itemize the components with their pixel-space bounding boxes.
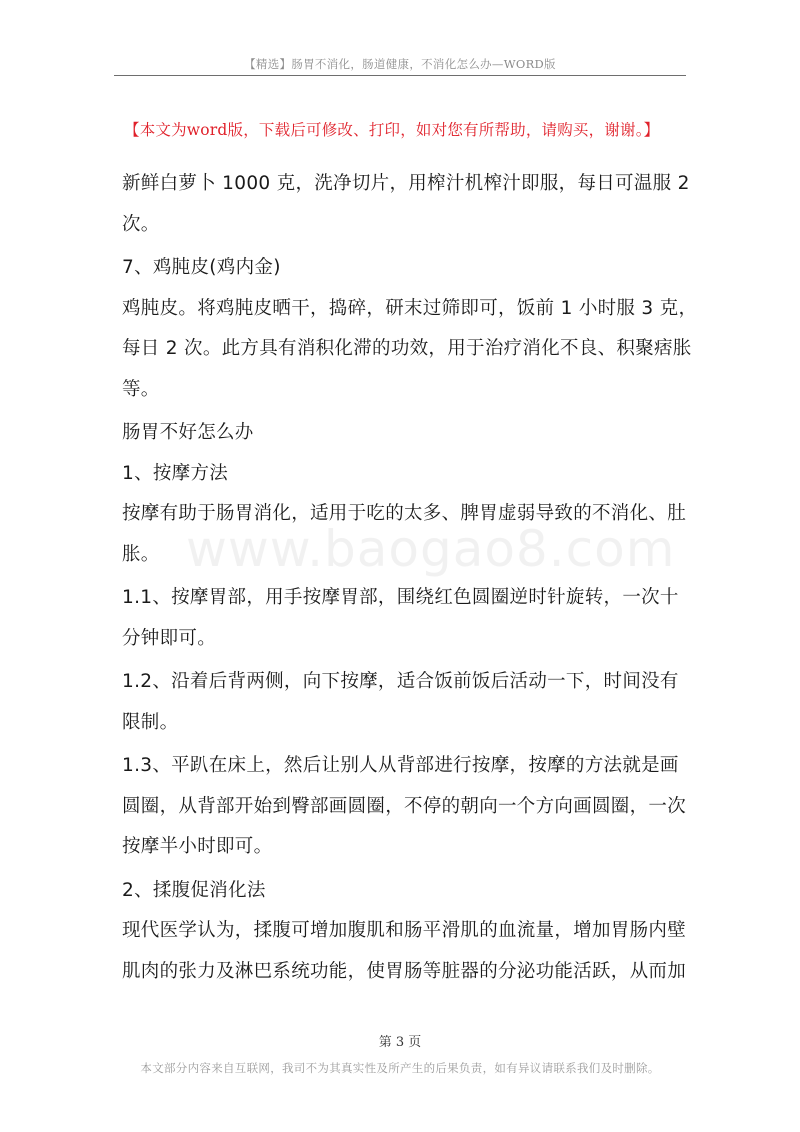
body-line: 鸡肫皮。将鸡肫皮晒干，捣碎，研末过筛即可，饭前 1 小时服 3 克， — [122, 297, 698, 319]
body-line: 新鲜白萝卜 1000 克，洗净切片，用榨汁机榨汁即服，每日可温服 2 — [122, 173, 690, 194]
document-body — [122, 164, 698, 992]
watermark: www.baogao8.com — [186, 520, 676, 578]
body-line: 分钟即可。 — [122, 627, 217, 649]
header-divider — [114, 75, 686, 76]
body-line: 1.2、沿着后背两侧，向下按摩，适合饭前饭后活动一下，时间没有 — [122, 671, 679, 692]
body-line: 等。 — [122, 378, 160, 400]
page-number: 第 3 页 — [378, 1035, 422, 1050]
section-heading: 肠胃不好怎么办 — [122, 422, 254, 443]
page-footer-disclaimer: 本文部分内容来自互联网，我司不为其真实性及所产生的后果负责，如有异议请联系我们及时删除。 — [140, 1061, 660, 1075]
body-line: 按摩有助于肠胃消化，适用于吃的太多、脾胃虚弱导致的不消化、肚 — [122, 503, 687, 524]
body-line: 次。 — [122, 213, 160, 235]
body-line: 圆圈，从背部开始到臀部画圆圈，不停的朝向一个方向画圆圈，一次 — [122, 795, 687, 817]
body-line: 每日 2 次。此方具有消积化滞的功效，用于治疗消化不良、积聚痞胀 — [122, 338, 692, 359]
body-line: 胀。 — [122, 543, 160, 565]
body-line: 1.3、平趴在床上，然后让别人从背部进行按摩，按摩的方法就是画 — [122, 755, 679, 776]
body-line: 肌肉的张力及淋巴系统功能，使胃肠等脏器的分泌功能活跃，从而加 — [122, 960, 687, 982]
section-heading: 1、按摩方法 — [122, 462, 229, 484]
body-line: 按摩半小时即可。 — [122, 836, 273, 857]
section-heading: 7、鸡肫皮(鸡内金) — [122, 257, 281, 278]
section-heading: 2、揉腹促消化法 — [122, 879, 266, 901]
purchase-notice: 【本文为word版，下载后可修改、打印，如对您有所帮助，请购买，谢谢。】 — [124, 121, 660, 139]
body-line: 限制。 — [122, 711, 179, 733]
page-header: 【精选】肠胃不消化，肠道健康，不消化怎么办—WORD版 — [244, 57, 556, 71]
body-line: 现代医学认为，揉腹可增加腹肌和肠平滑肌的血流量，增加胃肠内壁 — [122, 920, 687, 941]
body-line: 1.1、按摩胃部，用手按摩胃部，围绕红色圆圈逆时针旋转，一次十 — [122, 587, 679, 608]
